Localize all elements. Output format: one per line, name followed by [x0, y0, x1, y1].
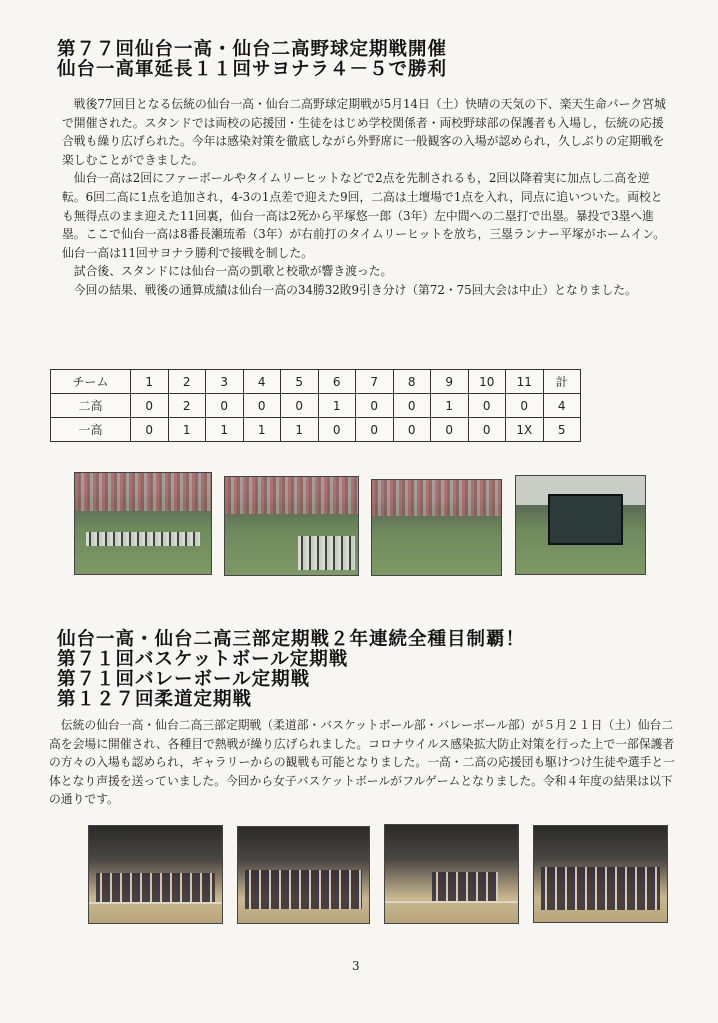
- tournament-article: [49, 716, 679, 809]
- header-cell: 6: [318, 370, 356, 394]
- score-cell: 0: [318, 418, 356, 442]
- baseball-photo: [224, 476, 359, 576]
- header-cell: 1: [131, 370, 169, 394]
- header-cell: 10: [468, 370, 506, 394]
- score-table: [50, 369, 581, 442]
- score-cell: 0: [506, 394, 544, 418]
- total-cell: 5: [543, 418, 581, 442]
- headline-line: 第７１回バレーボール定期戦: [57, 669, 311, 690]
- gym-photo: [384, 824, 519, 924]
- header-cell: 11: [506, 370, 544, 394]
- score-cell: 0: [131, 394, 169, 418]
- score-cell: 0: [131, 418, 169, 442]
- headline-line: 第１２７回柔道定期戦: [57, 689, 253, 710]
- scoreboard-photo: [515, 475, 646, 575]
- score-cell: 0: [356, 418, 394, 442]
- headline-line: 仙台一高・仙台二高三部定期戦２年連続全種目制覇！: [57, 629, 526, 650]
- header-cell: 3: [206, 370, 244, 394]
- headline-line: 仙台一高軍延長１１回サヨナラ４－５で勝利: [57, 59, 448, 80]
- header-cell: 4: [243, 370, 281, 394]
- score-cell: 1: [431, 394, 469, 418]
- headline-line: 第７７回仙台一高・仙台二高野球定期戦開催: [57, 39, 448, 60]
- score-cell: 0: [356, 394, 394, 418]
- gym-photo: [533, 825, 668, 923]
- page-number: 3: [352, 959, 360, 973]
- score-cell: 1: [281, 418, 319, 442]
- score-cell: 1X: [506, 418, 544, 442]
- score-row-ikkou: [51, 418, 581, 442]
- score-cell: 0: [393, 394, 431, 418]
- score-header-row: [51, 370, 581, 394]
- header-cell: 5: [281, 370, 319, 394]
- header-cell: チーム: [51, 370, 131, 394]
- score-cell: 0: [431, 418, 469, 442]
- score-cell: 0: [206, 394, 244, 418]
- score-cell: 1: [168, 418, 206, 442]
- score-cell: 0: [468, 394, 506, 418]
- baseball-photo: [74, 472, 212, 575]
- baseball-photo: [371, 479, 502, 576]
- score-cell: 0: [281, 394, 319, 418]
- paragraph: 試合後、スタンドには仙台一高の凱歌と校歌が響き渡った。: [73, 264, 393, 279]
- header-cell: 7: [356, 370, 394, 394]
- tournament-headline: [57, 630, 525, 710]
- header-cell: 計: [543, 370, 581, 394]
- headline-line: 第７１回バスケットボール定期戦: [57, 649, 349, 670]
- header-cell: 2: [168, 370, 206, 394]
- team-cell: 一高: [51, 418, 131, 442]
- score-cell: 1: [243, 418, 281, 442]
- header-cell: 8: [393, 370, 431, 394]
- score-cell: 1: [318, 394, 356, 418]
- score-cell: 0: [393, 418, 431, 442]
- score-cell: 1: [206, 418, 244, 442]
- total-cell: 4: [543, 394, 581, 418]
- score-row-nikou: [51, 394, 581, 418]
- paragraph: 伝統の仙台一高・仙台二高三部定期戦（柔道部・バスケットボール部・バレーボール部）が５月２１日（土）仙台二高を会場に開催され、各種目で熱戦が繰り広げられました。コロナウイルス感染拡大防止対策を行った上で一部保護者の方々の入場も認められ，ギャラリーからの観戦も可能となりました。一高・二高の応援団も駆けつけ生徒や選手と一体となり声援を送っていました。今回から女子バスケットボールがフルゲームとなりました。令和４年度の結果は以下の通りです。: [49, 718, 675, 807]
- baseball-headline: [57, 40, 447, 80]
- gym-photo: [88, 825, 223, 924]
- paragraph: 仙台一高は2回にファーボールやタイムリーヒットなどで2点を先制されるも，2回以降着実に加点し二高を逆転。6回二高に1点を追加され，4-3の1点差で迎えた9回，二高は土壇場で1点を入れ，同点に追いついた。両校とも無得点のまま迎えた11回裏，仙台一高は2死から平塚悠一郎（3年）左中間への二塁打で出塁。暴投で3塁へ進塁。ここで仙台一高は8番長瀬琉希（3年）が右前打のタイムリーヒットを放ち，三塁ランナー平塚がホームイン。仙台一高は11回サヨナラ勝利で接戦を制した。: [62, 171, 666, 260]
- score-cell: 0: [243, 394, 281, 418]
- paragraph: 戦後77回目となる伝統の仙台一高・仙台二高野球定期戦が5月14日（土）快晴の天気の下、楽天生命パーク宮城で開催された。スタンドでは両校の応援団・生徒をはじめ学校関係者・両校野球部の保護者も入場し，伝統の応援合戦も繰り広げられた。今年は感染対策を徹底しながら外野席に一般観客の入場が認められ，久しぶりの定期戦を楽しむことができました。: [62, 97, 666, 167]
- score-cell: 2: [168, 394, 206, 418]
- paragraph: 今回の結果、戦後の通算成績は仙台一高の34勝32敗9引き分け（第72・75回大会は中止）となりました。: [73, 282, 637, 297]
- gym-photo: [237, 826, 370, 924]
- team-cell: 二高: [51, 394, 131, 418]
- header-cell: 9: [431, 370, 469, 394]
- score-cell: 0: [468, 418, 506, 442]
- baseball-article: [62, 95, 672, 300]
